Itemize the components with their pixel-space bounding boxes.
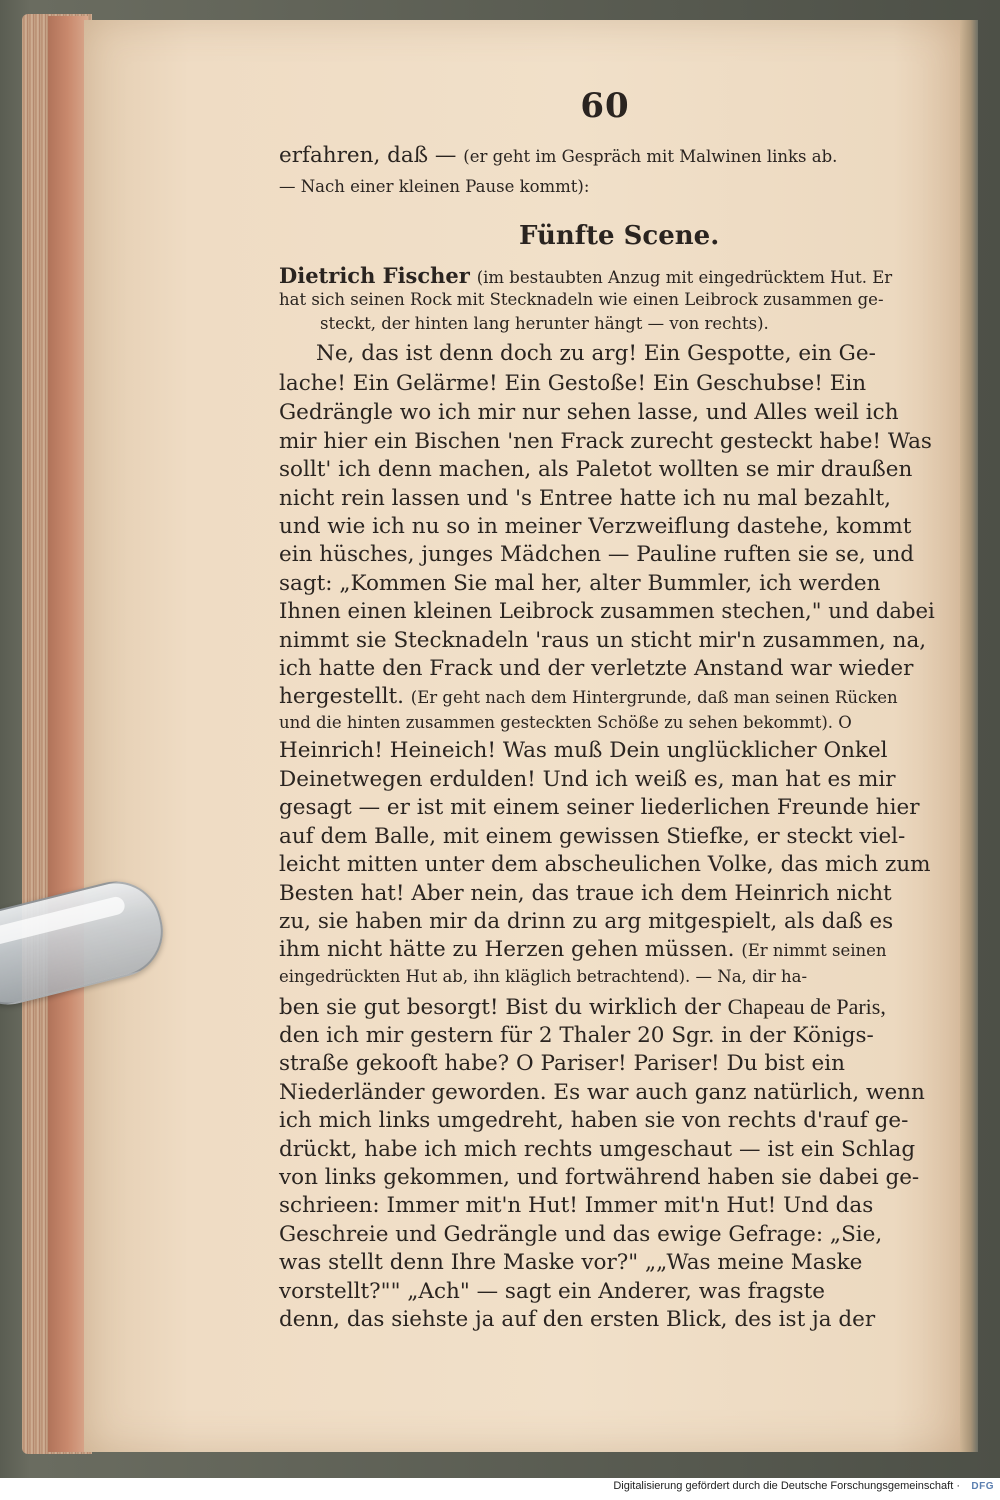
dialogue-text: denn, das siehste ja auf den ersten Blick, des ist ja der	[279, 1307, 876, 1332]
stage-direction: (im bestaubten Anzug mit eingedrücktem Hut. Er	[476, 268, 893, 287]
text-line	[279, 655, 913, 683]
dialogue-text: den ich mir gestern für 2 Thaler 20 Sgr. in der Königs-	[279, 1023, 874, 1048]
text-line	[279, 709, 852, 737]
text-line	[279, 993, 886, 1022]
stage-direction: (Er nimmt seinen	[741, 941, 887, 960]
dialogue-text: Heinrich! Heineich! Was muß Dein unglücklicher Onkel	[279, 738, 888, 763]
scene-heading: Fünfte Scene.	[519, 221, 720, 251]
text-line	[279, 570, 880, 598]
dialogue-text: sollt' ich denn machen, als Paletot wollten se mir draußen	[279, 457, 913, 482]
text-line	[279, 936, 887, 965]
text-line	[279, 1050, 845, 1078]
text-line	[279, 908, 893, 936]
dialogue-text: drückt, habe ich mich rechts umgeschaut — ist ein Schlag	[279, 1137, 916, 1162]
speaker-name: Dietrich Fischer	[279, 263, 470, 288]
footer-credit: Digitalisierung gefördert durch die Deutsche Forschungsgemeinschaft ·	[613, 1480, 960, 1492]
text-line	[279, 1136, 915, 1164]
text-line	[279, 851, 931, 879]
dialogue-text: ihm nicht hätte zu Herzen gehen müssen.	[279, 937, 742, 962]
text-line	[279, 683, 898, 712]
text-line	[279, 1079, 925, 1107]
dialogue-text: lache! Ein Gelärme! Ein Gestoße! Ein Geschubse! Ein	[279, 371, 867, 396]
text-line	[279, 1192, 873, 1220]
dialogue-text: Deinetwegen erdulden! Und ich weiß es, man hat es mir	[279, 767, 896, 792]
dialogue-text: ich mich links umgedreht, haben sie von rechts d'rauf ge-	[279, 1108, 909, 1133]
text-line	[279, 766, 896, 794]
dialogue-text: ein hüsches, junges Mädchen — Pauline ruften sie se, und	[279, 542, 915, 567]
dialogue-text: Niederländer geworden. Es war auch ganz natürlich, wenn	[279, 1080, 925, 1105]
dialogue-text: sagt: „Kommen Sie mal her, alter Bummler, ich werden	[279, 571, 881, 596]
text-line	[279, 399, 899, 427]
dialogue-text: Ne, das ist denn doch zu arg! Ein Gespotte, ein Ge-	[316, 341, 876, 366]
text-line	[279, 1278, 825, 1306]
book-page-right-edge	[960, 20, 978, 1452]
text-line	[279, 1107, 908, 1135]
dialogue-text: zu, sie haben mir da drinn zu arg mitgespielt, als daß es	[279, 909, 894, 934]
stage-direction: steckt, der hinten lang herunter hängt — von rechts).	[320, 314, 769, 333]
dialogue-text: — Na, dir ha-	[690, 967, 808, 986]
dialogue-text: ben sie gut besorgt! Bist du wirklich der	[279, 995, 728, 1020]
text-line	[279, 485, 891, 513]
dialogue-text: mir hier ein Bischen 'nen Frack zurecht gesteckt habe! Was	[279, 429, 932, 454]
text-line	[279, 370, 866, 398]
text-line	[279, 172, 589, 201]
dialogue-text: straße gekooft habe? O Pariser! Pariser! Du bist ein	[279, 1051, 845, 1076]
stage-direction: eingedrückten Hut ab, ihn kläglich betrachtend).	[279, 967, 691, 986]
text-line	[279, 880, 892, 908]
dialogue-text: was stellt denn Ihre Maske vor?" „„Was meine Maske	[279, 1250, 863, 1275]
dialogue-text: leicht mitten unter dem abscheulichen Volke, das mich zum	[279, 852, 931, 877]
text-line	[279, 142, 837, 171]
text-line	[316, 340, 876, 368]
dialogue-text: Geschreie und Gedrängle und das ewige Gefrage: „Sie,	[279, 1222, 883, 1247]
dialogue-text: nimmt sie Stecknadeln 'raus un sticht mir'n zusammen, na,	[279, 628, 927, 653]
text-line	[279, 737, 888, 765]
dialogue-text: O	[833, 713, 852, 732]
text-line	[279, 1306, 875, 1334]
dialogue-text: vorstellt?"" „Ach" — sagt ein Anderer, was fragste	[279, 1279, 826, 1304]
text-line	[279, 1221, 882, 1249]
dialogue-text: von links gekommen, und fortwährend haben sie dabei ge-	[279, 1165, 920, 1190]
dialogue-text: ich hatte den Frack und der verletzte Anstand war wieder	[279, 656, 914, 681]
text-line	[279, 1249, 862, 1277]
dialogue-text: nicht rein lassen und 's Entree hatte ich nu mal bezahlt,	[279, 486, 891, 511]
dialogue-text: erfahren, daß —	[279, 143, 464, 168]
dialogue-text: und wie ich nu so in meiner Verzweiflung dastehe, kommt	[279, 514, 912, 539]
dialogue-text: gesagt — er ist mit einem seiner liederlichen Freunde hier	[279, 795, 920, 820]
dfg-logo: DFG	[971, 1481, 994, 1492]
dialogue-text: auf dem Balle, mit einem gewissen Stiefke, er steckt viel-	[279, 824, 906, 849]
stage-direction: und die hinten zusammen gesteckten Schöße zu sehen bekommt).	[279, 713, 834, 732]
text-line	[279, 627, 926, 655]
text-line	[279, 428, 932, 456]
text-line	[279, 1164, 919, 1192]
dialogue-text: hergestellt.	[279, 684, 411, 709]
text-line	[279, 794, 920, 822]
text-line	[279, 823, 905, 851]
dialogue-text: schrieen: Immer mit'n Hut! Immer mit'n Hut! Und das	[279, 1193, 874, 1218]
text-line	[279, 513, 911, 541]
glass-page-holder-shine	[0, 895, 127, 949]
footer-bar	[0, 1478, 1000, 1500]
text-line	[279, 1022, 874, 1050]
dialogue-text: Besten hat! Aber nein, das traue ich dem Heinrich nicht	[279, 881, 892, 906]
text-line	[279, 963, 807, 991]
dialogue-text: Gedrängle wo ich mir nur sehen lasse, und Alles weil ich	[279, 400, 899, 425]
book-page-edges-shade	[48, 16, 88, 1452]
stage-direction: (Er geht nach dem Hintergrunde, daß man seinen Rücken	[410, 688, 898, 707]
stage-direction: — Nach einer kleinen Pause kommt):	[279, 177, 590, 196]
latin-phrase: Chapeau de Paris,	[727, 994, 886, 1019]
text-line	[320, 310, 769, 338]
text-line	[279, 541, 914, 569]
stage-direction: hat sich seinen Rock mit Stecknadeln wie einen Leibrock zusammen ge-	[279, 290, 884, 309]
dialogue-text: Ihnen einen kleinen Leibrock zusammen stechen," und dabei	[279, 599, 935, 624]
text-line	[279, 598, 935, 626]
page-number: 60	[580, 86, 630, 126]
stage-direction: (er geht im Gespräch mit Malwinen links ab.	[463, 147, 838, 166]
text-line	[279, 456, 912, 484]
